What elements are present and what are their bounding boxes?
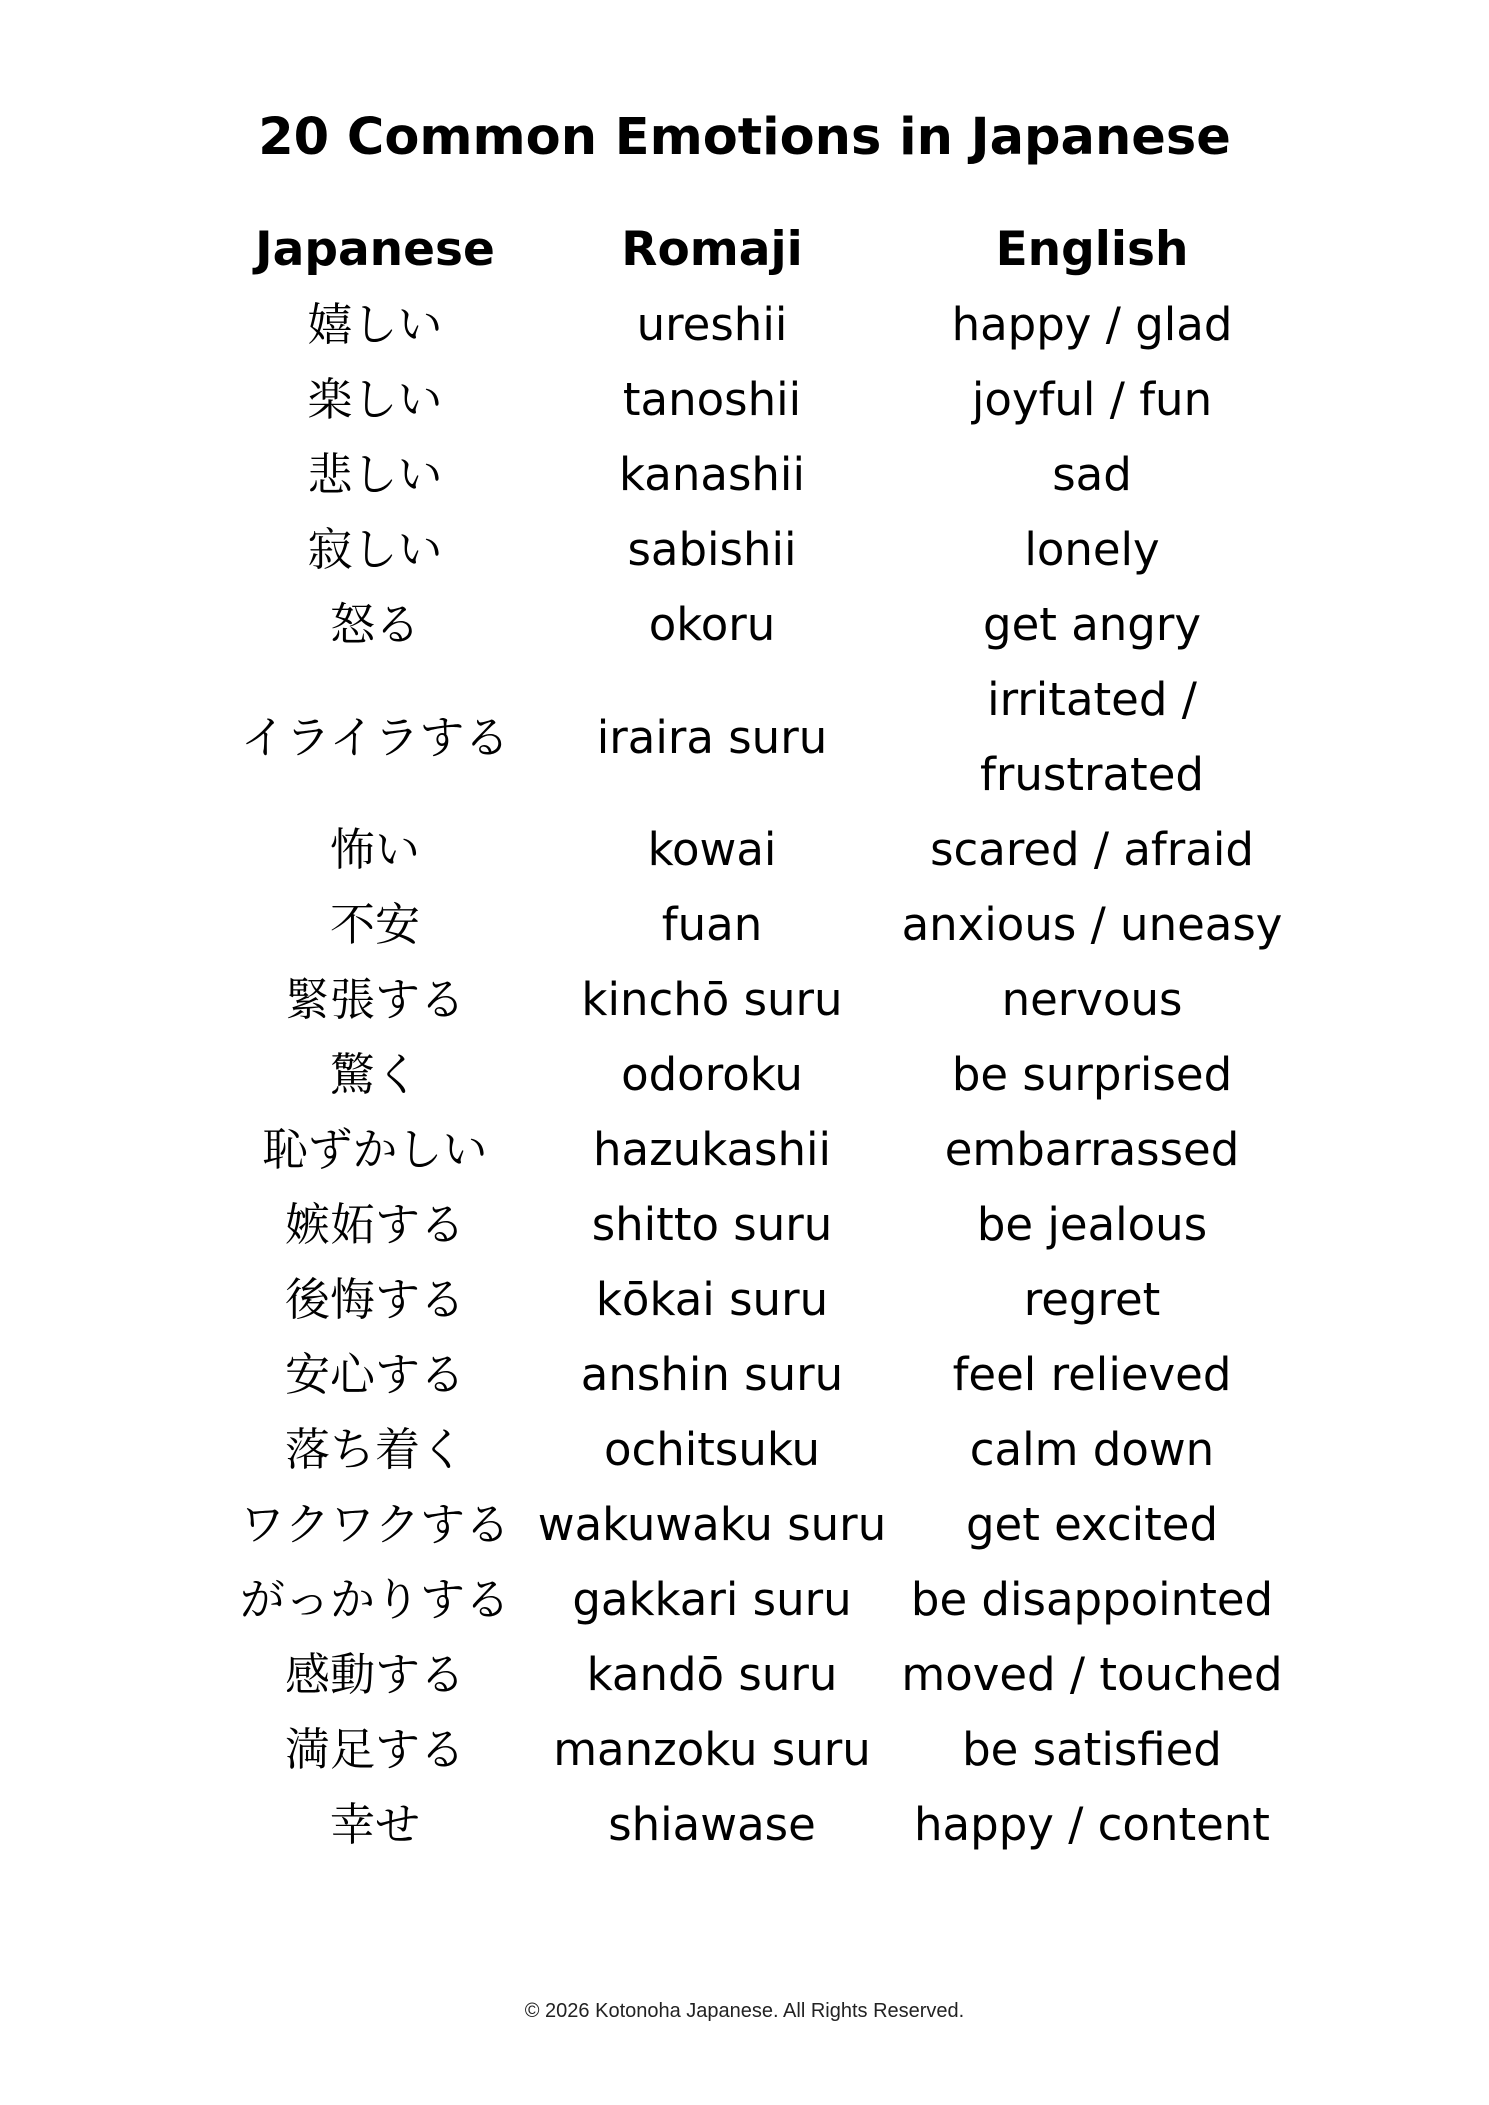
page-title: 20 Common Emotions in Japanese: [258, 108, 1231, 167]
table-row: [225, 1562, 1285, 1637]
table-row: [225, 1337, 1285, 1412]
cell-english: happy / content: [914, 1798, 1270, 1851]
cell-japanese: 怒る: [329, 598, 420, 651]
cell-english: be satisfied: [962, 1723, 1222, 1776]
cell-japanese: 嫉妬する: [284, 1198, 465, 1251]
cell-japanese: 楽しい: [307, 373, 443, 426]
cell-japanese: 後悔する: [284, 1273, 465, 1326]
table-header-row: [225, 212, 1285, 287]
cell-romaji: okoru: [648, 598, 776, 651]
cell-romaji: tanoshii: [622, 373, 802, 426]
cell-english: calm down: [969, 1423, 1215, 1476]
cell-romaji: kinchō suru: [581, 973, 843, 1026]
cell-english: be jealous: [976, 1198, 1208, 1251]
cell-english: sad: [1052, 448, 1132, 501]
cell-japanese: 寂しい: [307, 523, 443, 576]
cell-romaji: hazukashii: [592, 1123, 832, 1176]
table-row: [225, 662, 1285, 812]
table-row: [225, 887, 1285, 962]
cell-romaji: shiawase: [608, 1798, 816, 1851]
cell-english: be surprised: [951, 1048, 1233, 1101]
cell-english: embarrassed: [944, 1123, 1240, 1176]
table-row: [225, 1712, 1285, 1787]
copyright-footer: © 2026 Kotonoha Japanese. All Rights Reserved.: [524, 2000, 965, 2022]
cell-english: scared / afraid: [930, 823, 1254, 876]
cell-english: irritated / frustrated: [980, 673, 1204, 801]
cell-english: nervous: [1001, 973, 1183, 1026]
table-row: [225, 962, 1285, 1037]
cell-romaji: kanashii: [619, 448, 805, 501]
cell-japanese: 感動する: [284, 1648, 465, 1701]
cell-romaji: manzoku suru: [553, 1723, 871, 1776]
cell-japanese: 恥ずかしい: [262, 1123, 488, 1176]
cell-japanese: 緊張する: [284, 973, 465, 1026]
emotions-table: [225, 212, 1285, 1862]
table-row: [225, 1487, 1285, 1562]
cell-romaji: kōkai suru: [595, 1273, 829, 1326]
header-english: English: [995, 222, 1189, 277]
cell-english: get excited: [965, 1498, 1219, 1551]
cell-japanese: ワクワクする: [239, 1498, 510, 1551]
cell-english: happy / glad: [951, 298, 1233, 351]
cell-english: feel relieved: [952, 1348, 1232, 1401]
table-row: [225, 1187, 1285, 1262]
cell-english: lonely: [1024, 523, 1160, 576]
cell-romaji: fuan: [661, 898, 763, 951]
table-row: [225, 1037, 1285, 1112]
cell-japanese: 悲しい: [307, 448, 443, 501]
cell-english: regret: [1023, 1273, 1161, 1326]
header-japanese: Japanese: [255, 222, 495, 277]
cell-romaji: shitto suru: [591, 1198, 833, 1251]
cell-japanese: 驚く: [329, 1048, 420, 1101]
cell-english: anxious / uneasy: [901, 898, 1283, 951]
cell-romaji: odoroku: [621, 1048, 803, 1101]
cell-romaji: gakkari suru: [572, 1573, 852, 1626]
cell-romaji: iraira suru: [596, 710, 828, 764]
cell-romaji: wakuwaku suru: [537, 1498, 887, 1551]
table-row: [225, 362, 1285, 437]
table-row: [225, 1637, 1285, 1712]
cell-romaji: anshin suru: [580, 1348, 844, 1401]
table-row: [225, 1112, 1285, 1187]
cell-english: be disappointed: [910, 1573, 1274, 1626]
cell-romaji: kandō suru: [586, 1648, 838, 1701]
table-row: [225, 587, 1285, 662]
cell-romaji: ureshii: [636, 298, 788, 351]
table-row: [225, 1412, 1285, 1487]
cell-japanese: 嬉しい: [307, 298, 443, 351]
cell-japanese: 怖い: [329, 823, 420, 876]
cell-japanese: 幸せ: [329, 1798, 420, 1851]
table-row: [225, 1787, 1285, 1862]
table-row: [225, 287, 1285, 362]
cell-english: joyful / fun: [971, 373, 1213, 426]
cell-english: moved / touched: [901, 1648, 1283, 1701]
cell-japanese: がっかりする: [239, 1573, 510, 1626]
table-row: [225, 812, 1285, 887]
cell-japanese: 安心する: [284, 1348, 465, 1401]
cell-japanese: 満足する: [284, 1723, 465, 1776]
header-romaji: Romaji: [621, 222, 803, 277]
cell-japanese: イライラする: [240, 710, 510, 764]
cell-romaji: ochitsuku: [603, 1423, 821, 1476]
table-row: [225, 437, 1285, 512]
cell-romaji: sabishii: [627, 523, 797, 576]
table-row: [225, 1262, 1285, 1337]
cell-japanese: 不安: [329, 898, 420, 951]
cell-romaji: kowai: [647, 823, 777, 876]
table-body: [225, 287, 1285, 1862]
cell-english: get angry: [983, 598, 1201, 651]
cell-japanese: 落ち着く: [284, 1423, 465, 1476]
table-row: [225, 512, 1285, 587]
